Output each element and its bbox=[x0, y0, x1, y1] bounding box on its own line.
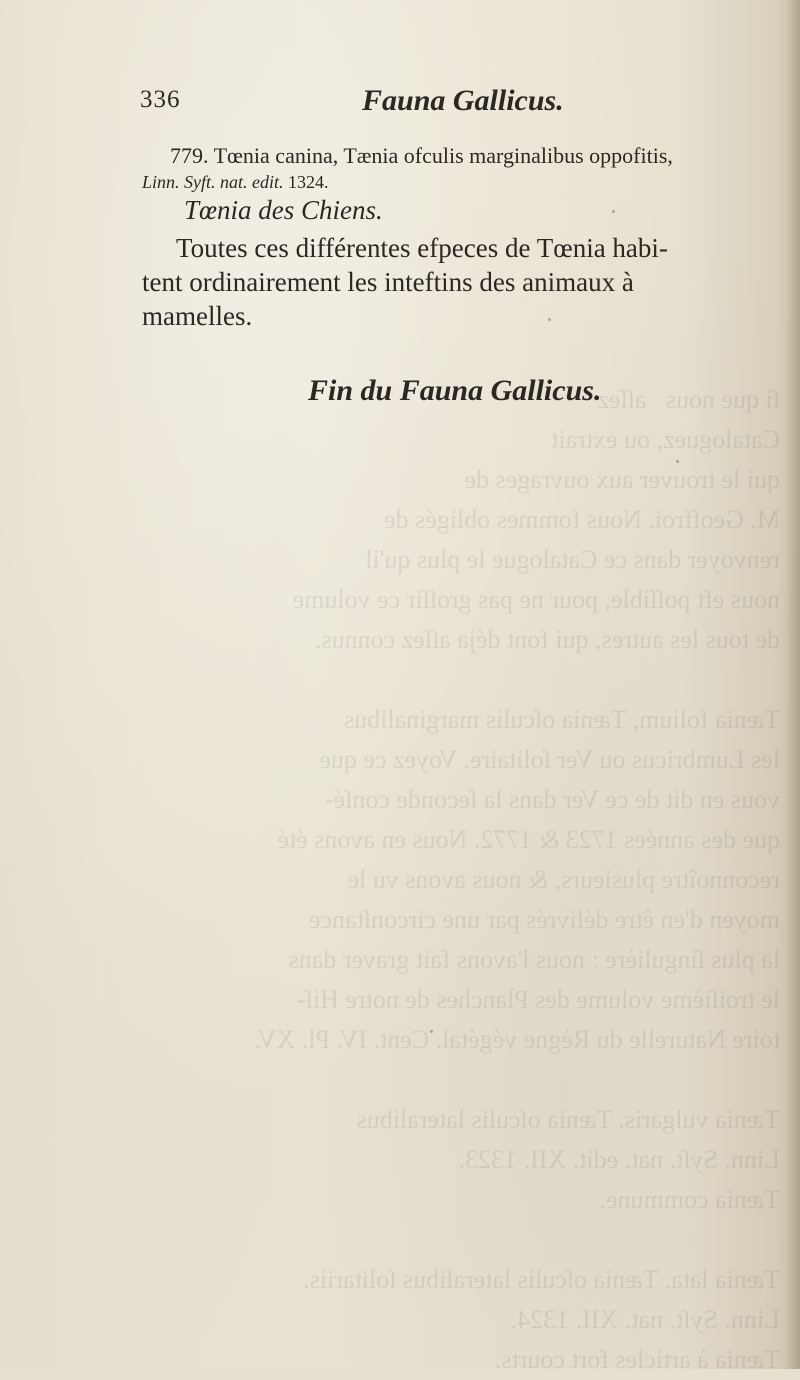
running-header bbox=[140, 86, 780, 126]
paper-speck bbox=[548, 318, 551, 321]
paper-speck bbox=[676, 460, 679, 463]
species-entry-line: 779. Tœnia canina, Tænia ofculis marginalibus oppofitis, bbox=[170, 143, 673, 168]
page-number: 336 bbox=[140, 86, 181, 113]
paragraph-line: Toutes ces différentes efpeces de Tœnia habi- bbox=[176, 233, 668, 263]
reference-author: Linn. Syft. nat. edit. bbox=[142, 172, 284, 192]
common-name: Tœnia des Chiens. bbox=[184, 195, 383, 225]
paper-speck bbox=[430, 1030, 433, 1033]
show-through-bleed: ſi que nous aſſez Cataloguez, ou extrait qui le trouver aux ouvrages de M. Geoffroi. Nous fommes obligés de renvoyer dans ce Catalogue le plus qu'il nous eft poſſible, pour ne pas groſſir ce volume de tous les autres, qui font déja aſſez connus. Tænia folium, Tænia oſculis marginalibus les Lumbricus ou Ver ſolitaire. Voyez ce que vous en dit de ce Ver dans la ſeconde conſé- que des années 1723 & 1772. Nous en avons été reconnoître plusieurs, & nous avons vu le moyen d'en être délivrés par une circonſtance la plus ſingulière : nous l'avons fait graver dans le troiſième volume des Planches de notre Hiſ- toire Naturelle du Règne végétal. Cent. IV. Pl. XV. Tænia vulgaris. Tænia oſculis lateralibus Linn. Syſt. nat. edit. XII. 1323. Tænia commune. Tænia lata. Tænia oſculis lateralibus ſolitariis. Linn. Syſt. nat. XII. 1324. Tænia à articles fort courts. bbox=[254, 385, 780, 1374]
closing-paragraph bbox=[142, 231, 772, 333]
reference-number: 1324. bbox=[288, 172, 329, 192]
end-title: Fin du Fauna Gallicus. bbox=[308, 374, 602, 407]
paragraph-line: tent ordinairement les inteftins des animaux à bbox=[142, 267, 634, 297]
paper-speck bbox=[612, 210, 615, 213]
linnaeus-reference bbox=[142, 172, 329, 193]
paragraph-line: mamelles. bbox=[142, 301, 253, 331]
page-edge-shadow bbox=[786, 0, 800, 1369]
running-title: Fauna Gallicus. bbox=[362, 84, 564, 117]
